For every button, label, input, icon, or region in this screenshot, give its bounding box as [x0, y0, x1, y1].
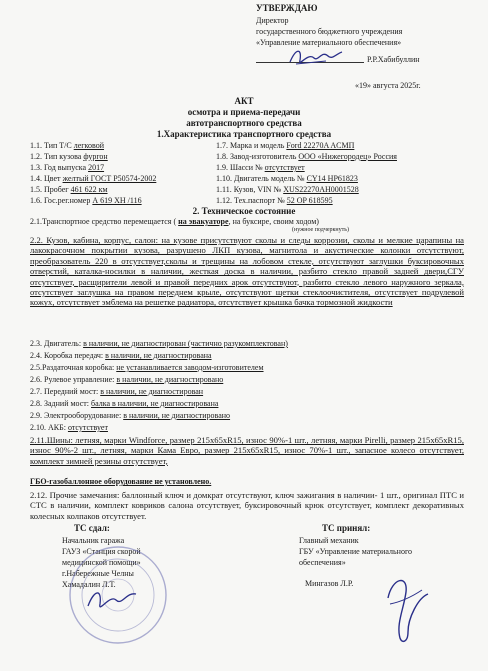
section-1-heading: 1.Характеристика транспортного средства	[156, 129, 332, 139]
handover-left-line-4: г.Набережные Челны	[62, 569, 134, 578]
approval-signer: Р.Р.Хабибуллин	[367, 55, 420, 64]
tech-2-10: 2.10. АКБ: отсутствует	[30, 423, 108, 432]
char-row-1-9: 1.9. Шасси № отсутствует	[216, 163, 305, 172]
char-row-1-6: 1.6. Гос.рег.номер А 619 ХН /116	[30, 196, 142, 205]
approval-date: «19» августа 2025г.	[355, 81, 421, 90]
handover-left-line-1: Начальник гаража	[62, 536, 125, 545]
tech-2-12-body: 2.12. Прочие замечания: баллонный ключ и домкрат отсутствуют, ключ зажигания в наличии- 1 шт., оригинал ПТС и СТС в наличии, комплект ковриков салона отсутствует, буксировочный крюк отсутствует, комплект декоративных колесных колпаков отсутствует.	[30, 490, 464, 521]
left-signature	[82, 584, 142, 616]
char-row-1-7: 1.7. Марка и модель Ford 22270A ACMП	[216, 141, 355, 150]
tech-2-1: 2.1.Транспортное средство перемещается ( на эвакуаторе, на буксире, своим ходом)	[30, 217, 319, 226]
approval-line-3: «Управление материального обеспечения»	[256, 38, 402, 47]
tech-2-6: 2.6. Рулевое управление: в наличии, не диагностировано	[30, 375, 224, 384]
char-row-1-4: 1.4. Цвет желтый ГОСТ Р50574-2002	[30, 174, 157, 183]
tech-2-11-body: 2.11.Шины: летняя, марки Windforce, размер 215x65xR15, износ 90%-1 шт., летняя, марки Pirelli, размер 215x65xR15, износ 90%-2 шт., летняя, марки Кама Евро, размер 215x65xR15, износ 70%-1 шт., запасное колесо отсутствует, комплект зимней резины отсутствует,	[30, 435, 464, 466]
char-row-1-12: 1.12. Тех.паспорт № 52 OP 618595	[216, 196, 333, 205]
handover-right-line-2: ГБУ «Управление материального	[299, 547, 413, 556]
handover-left-line-2: ГАУЗ «Станция скорой	[62, 547, 141, 556]
approval-line-1: Директор	[256, 16, 289, 25]
char-row-1-10: 1.10. Двигатель модель № CY14 HP61823	[216, 174, 358, 183]
handover-right-line-1: Главный механик	[299, 536, 359, 545]
approval-title: УТВЕРЖДАЮ	[256, 3, 318, 13]
section-2-heading: 2. Техническое состояние	[192, 206, 296, 216]
approval-line-2: государственного бюджетного учреждения	[256, 27, 403, 36]
doc-subtitle-1: осмотра и приема-передачи	[187, 107, 301, 117]
handover-left-title: ТС сдал:	[74, 523, 110, 533]
handover-right-line-3: обеспечения»	[299, 558, 346, 567]
tech-2-8: 2.8. Задний мост: балка в наличии, не диагностирована	[30, 399, 219, 408]
char-row-1-5: 1.5. Пробег 461 622 км	[30, 185, 108, 194]
tech-gbo-note: ГБО-газобаллонное оборудование не установлено.	[30, 477, 212, 486]
right-signature	[378, 568, 438, 648]
tech-2-9: 2.9. Электрооборудование: в наличии, не диагностировано	[30, 411, 231, 420]
handover-left-name: Хамадалин Л.Т.	[62, 580, 116, 589]
tech-2-3: 2.3. Двигатель: в наличии, не диагностирован (частично разукомплектован)	[30, 339, 288, 348]
tech-2-7: 2.7. Передний мост: в наличии, не диагностирован	[30, 387, 204, 396]
handover-right-title: ТС принял:	[322, 523, 371, 533]
char-row-1-3: 1.3. Год выпуска 2017	[30, 163, 105, 172]
handover-left-line-3: медицинской помощи»	[62, 558, 141, 567]
char-row-1-1: 1.1. Тип Т/С легковой	[30, 141, 105, 150]
doc-title: АКТ	[234, 96, 254, 106]
tech-2-4: 2.4. Коробка передач: в наличии, не диагностирована	[30, 351, 212, 360]
char-row-1-8: 1.8. Завод-изготовитель ООО «Нижегородец» Россия	[216, 152, 397, 161]
doc-subtitle-2: автотранспортного средства	[186, 118, 302, 128]
tech-2-1-note: (нужное подчеркнуть)	[292, 227, 349, 233]
char-row-1-2: 1.2. Тип кузова фургон	[30, 152, 108, 161]
char-row-1-11: 1.11. Кузов, VIN № XUS22270AH0001528	[216, 185, 359, 194]
tech-2-5: 2.5.Раздаточная коробка: не устанавливается заводом-изготовителем	[30, 363, 264, 372]
approval-signature	[286, 44, 346, 70]
tech-2-2-body: 2.2. Кузов, кабина, корпус, салон: на кузове присутствуют сколы и следы коррозии, сколы и мелкие царапины на лакокрасочном покрытии кузова, разрушено ЛКП кузова, магнитола и акустические колонки отсутствуют, преобразователь 220 в отсутствует,сколы и трещины на лобовом стекле, отсутствуют заглушки буксировочных отверстий, каталка-носилки в наличии, жесткая доска в наличии, разбито стекло правой задней двери,СГУ отсутствует, расщирители левой и правой передних арок отсутствуют, разбито стекло левого наружного зеркала, отсутствует заглушка на правом переднем крыле, отсутствуют щетки стеклоочистителя, отсутствует подрулевой кожух, отсутствует эмблема на решетке радиатора, отсутствует крышка бачка тормозной жидкости	[30, 235, 464, 308]
handover-right-name: Мингазов Л.Р.	[305, 579, 354, 588]
